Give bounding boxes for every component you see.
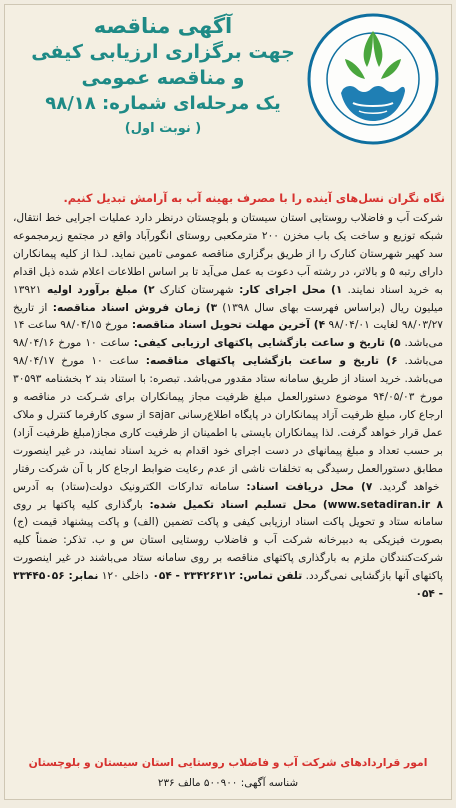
item5-label: ۵) تاریخ و ساعت بازگشایی پاکتهای ارزیابی کیفی: — [129, 337, 401, 350]
notice-title-line4: یک مرحله‌ای شماره: ۹۸/۱۸ — [45, 93, 281, 114]
item2-value: ۱۳۹۲۱ میلیون ریال (براساس فهرست بهای سال ۱۳۹۸) — [13, 283, 443, 314]
item8-label: ۸) محل تسلیم اسناد تکمیل شده: — [143, 498, 443, 511]
water-saving-slogan: نگاه نگران نسل‌های آینده را با مصرف بهینه آب به آرامش تبدیل کنیم. — [63, 192, 445, 205]
notice-intro-paragraph — [13, 210, 443, 604]
fax-label: نمابر: — [64, 570, 99, 583]
item7-label: ۷) محل دریافت اسناد: — [239, 480, 373, 493]
phone-extension: داخلی ۱۲۰ — [98, 570, 149, 583]
item1-value: شهرستان کنارک — [154, 283, 234, 296]
notice-title-line1: آگهی مناقصه — [93, 14, 233, 38]
item5-value: ساعت ۱۰ مورخ ۹۸/۰۴/۱۶ می‌باشد. — [13, 337, 443, 368]
tender-notice — [4, 4, 452, 800]
notice-title-block — [13, 13, 313, 139]
item1-label: ۱) محل اجرای کار: — [233, 283, 343, 296]
website-link[interactable]: www.setadiran.ir — [327, 498, 437, 511]
item3-value: از تاریخ ۹۸/۰۳/۲۷ لغایت ۹۸/۰۴/۰۱ — [13, 301, 443, 332]
item4-label: ۴) آخرین مهلت تحویل اسناد مناقصه: — [128, 319, 326, 332]
notice-title-line2: جهت برگزاری ارزیابی کیفی — [31, 41, 295, 63]
fax-number: ۳۳۴۴۵۰۵۶ - ۰۵۴ — [13, 570, 443, 601]
item8-value: بارگذاری کلیه پاکتها بر روی سامانه ستاد و تحویل پاکت اسناد ارزیابی کیفی و پاکت تضمین (الف) و پاکت پیشنهاد قیمت (ج) بصورت فیزیکی به دبیرخانه شرکت آب و فاضلاب روستایی استان س و ب. تذکر: ضمناً کلیه شرکت‌کنندگان ملزم به بارگذاری پاکتهای مناقصه بر روی سامانه ستاد می‌باشند در غیر اینصورت پاکتهای آنها بازگشایی نمی‌گردد. — [13, 498, 443, 583]
intro-text: شرکت آب و فاضلاب روستایی استان سیستان و بلوچستان درنظر دارد عملیات اجرایی خط انتقال، شبکه توزیع و ساخت یک باب مخزن ۲۰۰ مترمکعبی روستای انگورآباد واقع در مجتمع زیرمجموعه سد کهیر شهرستان کنارک را از طریق برگزاری مناقصه عمومی تامین نماید. لـذا از کلیه پیمانکاران دارای رتبه ۵ و بالاتر، در رشته آب دعوت به عمل می‌آید تا بر اساس اطلاعات اعلام شده ذیل اقدام به خرید اسناد نمایند. — [13, 212, 443, 296]
notice-body — [13, 210, 443, 750]
item6-value: ساعت ۱۰ مورخ ۹۸/۰۴/۱۷ می‌باشد. خرید اسناد از طریق سامانه ستاد مقدور می‌باشد. — [13, 355, 443, 386]
item4-value: مورخ ۹۸/۰۴/۱۵ ساعت ۱۴ می‌باشد. — [13, 319, 443, 350]
note-paragraph: تبصره: با استناد بند ۲ بخشنامه ۳۰۵۹۳ مورخ ۹۴/۰۵/۰۳ موضوع دستورالعمل مبلغ ظرفیت مجاز پیمانکاران برای شـرکت در مناقصه و ارجاع کار، مبلغ ظرفیت آزاد پیمانکاران در پایگاه اطلاع‌رسانی sajar از سوی کارفرما کنترل و ملاک عمل قرار خواهد گرفت. لذا پیمانکاران بایستی با اطمینان از ظرفیت کاری مجاز(مبلغ ظرفیت آزاد) بر حسب تعداد و مبلغ پیمانهای در دست اجرای خود اقدام به خرید اسناد نمایند، در غیر اینصورت مطابق دستورالعمل رسیدگی به تخلفات ناشی از عدم رعایت ضوابط ارجاع کار با آن شرکت رفتار خواهد گردید. — [13, 373, 443, 493]
phone-label: تلفن تماس: — [235, 570, 303, 583]
water-drop-leaf-logo-icon — [305, 11, 441, 147]
footer-ad-id: شناسه آگهی: ۵۰۰۹۰۰ مالف ۲۳۶ — [157, 777, 299, 789]
item6-label: ۶) تاریخ و ساعت بازگشایی پاکتهای مناقصه: — [138, 355, 398, 368]
item7-value: سامانه تدارکات الکترونیک دولت(ستاد) به آدرس — [13, 480, 240, 493]
notice-round: ( نوبت اول) — [124, 121, 202, 136]
item2-label: ۲) مبلغ برآورد اولیه — [41, 283, 155, 296]
footer-organization: امور قراردادهای شرکت آب و فاضلاب روستایی استان سیستان و بلوچستان — [28, 756, 428, 769]
item3-label: ۳) زمان فروش اسناد مناقصه: — [47, 301, 218, 314]
notice-header — [5, 5, 451, 187]
phone-number: ۳۳۴۲۶۳۱۲ - ۰۵۴ — [148, 570, 236, 583]
notice-title-line3: و مناقصه عمومی — [81, 67, 245, 89]
